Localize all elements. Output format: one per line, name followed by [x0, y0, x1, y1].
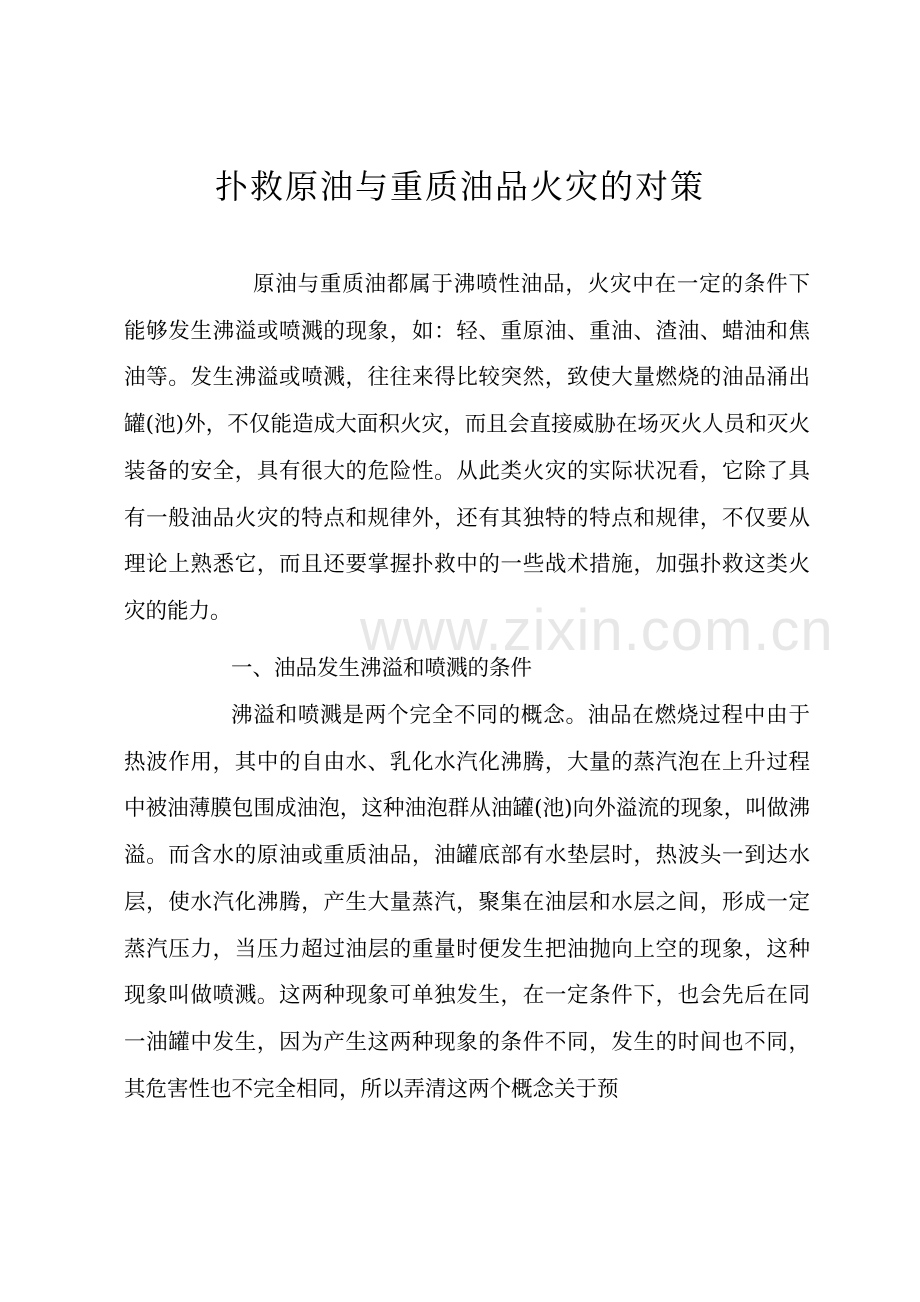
document-title: 扑救原油与重质油品火灾的对策: [215, 167, 705, 206]
body-paragraph: 沸溢和喷溅是两个完全不同的概念。油品在燃烧过程中由于热波作用，其中的自由水、乳化水汽化沸腾，大量的蒸汽泡在上升过程中被油薄膜包围成油泡，这种油泡群从油罐(池)向外溢流的现象，叫做沸溢。而含水的原油或重质油品，油罐底部有水垫层时，热波头一到达水层，使水汽化沸腾，产生大量蒸汽，聚集在油层和水层之间，形成一定蒸汽压力，当压力超过油层的重量时便发生把油抛向上空的现象，这种现象叫做喷溅。这两种现象可单独发生，在一定条件下，也会先后在同一油罐中发生，因为产生这两种现象的条件不同，发生的时间也不同，其危害性也不完全相同，所以弄清这两个概念关于预: [124, 703, 810, 1102]
watermark: www.zixin.com.cn: [360, 598, 834, 663]
intro-paragraph: 原油与重质油都属于沸喷性油品，火灾中在一定的条件下能够发生沸溢或喷溅的现象，如：轻、重原油、重油、渣油、蜡油和焦油等。发生沸溢或喷溅，往往来得比较突然，致使大量燃烧的油品涌出罐(池)外，不仅能造成大面积火灾，而且会直接威胁在场灭火人员和灭火装备的安全，具有很大的危险性。从此类火灾的实际状况看，它除了具有一般油品火灾的特点和规律外，还有其独特的特点和规律，不仅要从理论上熟悉它，而且还要掌握扑救中的一些战术措施，加强扑救这类火灾的能力。: [124, 272, 810, 624]
section-heading: 一、油品发生沸溢和喷溅的条件: [231, 656, 533, 681]
